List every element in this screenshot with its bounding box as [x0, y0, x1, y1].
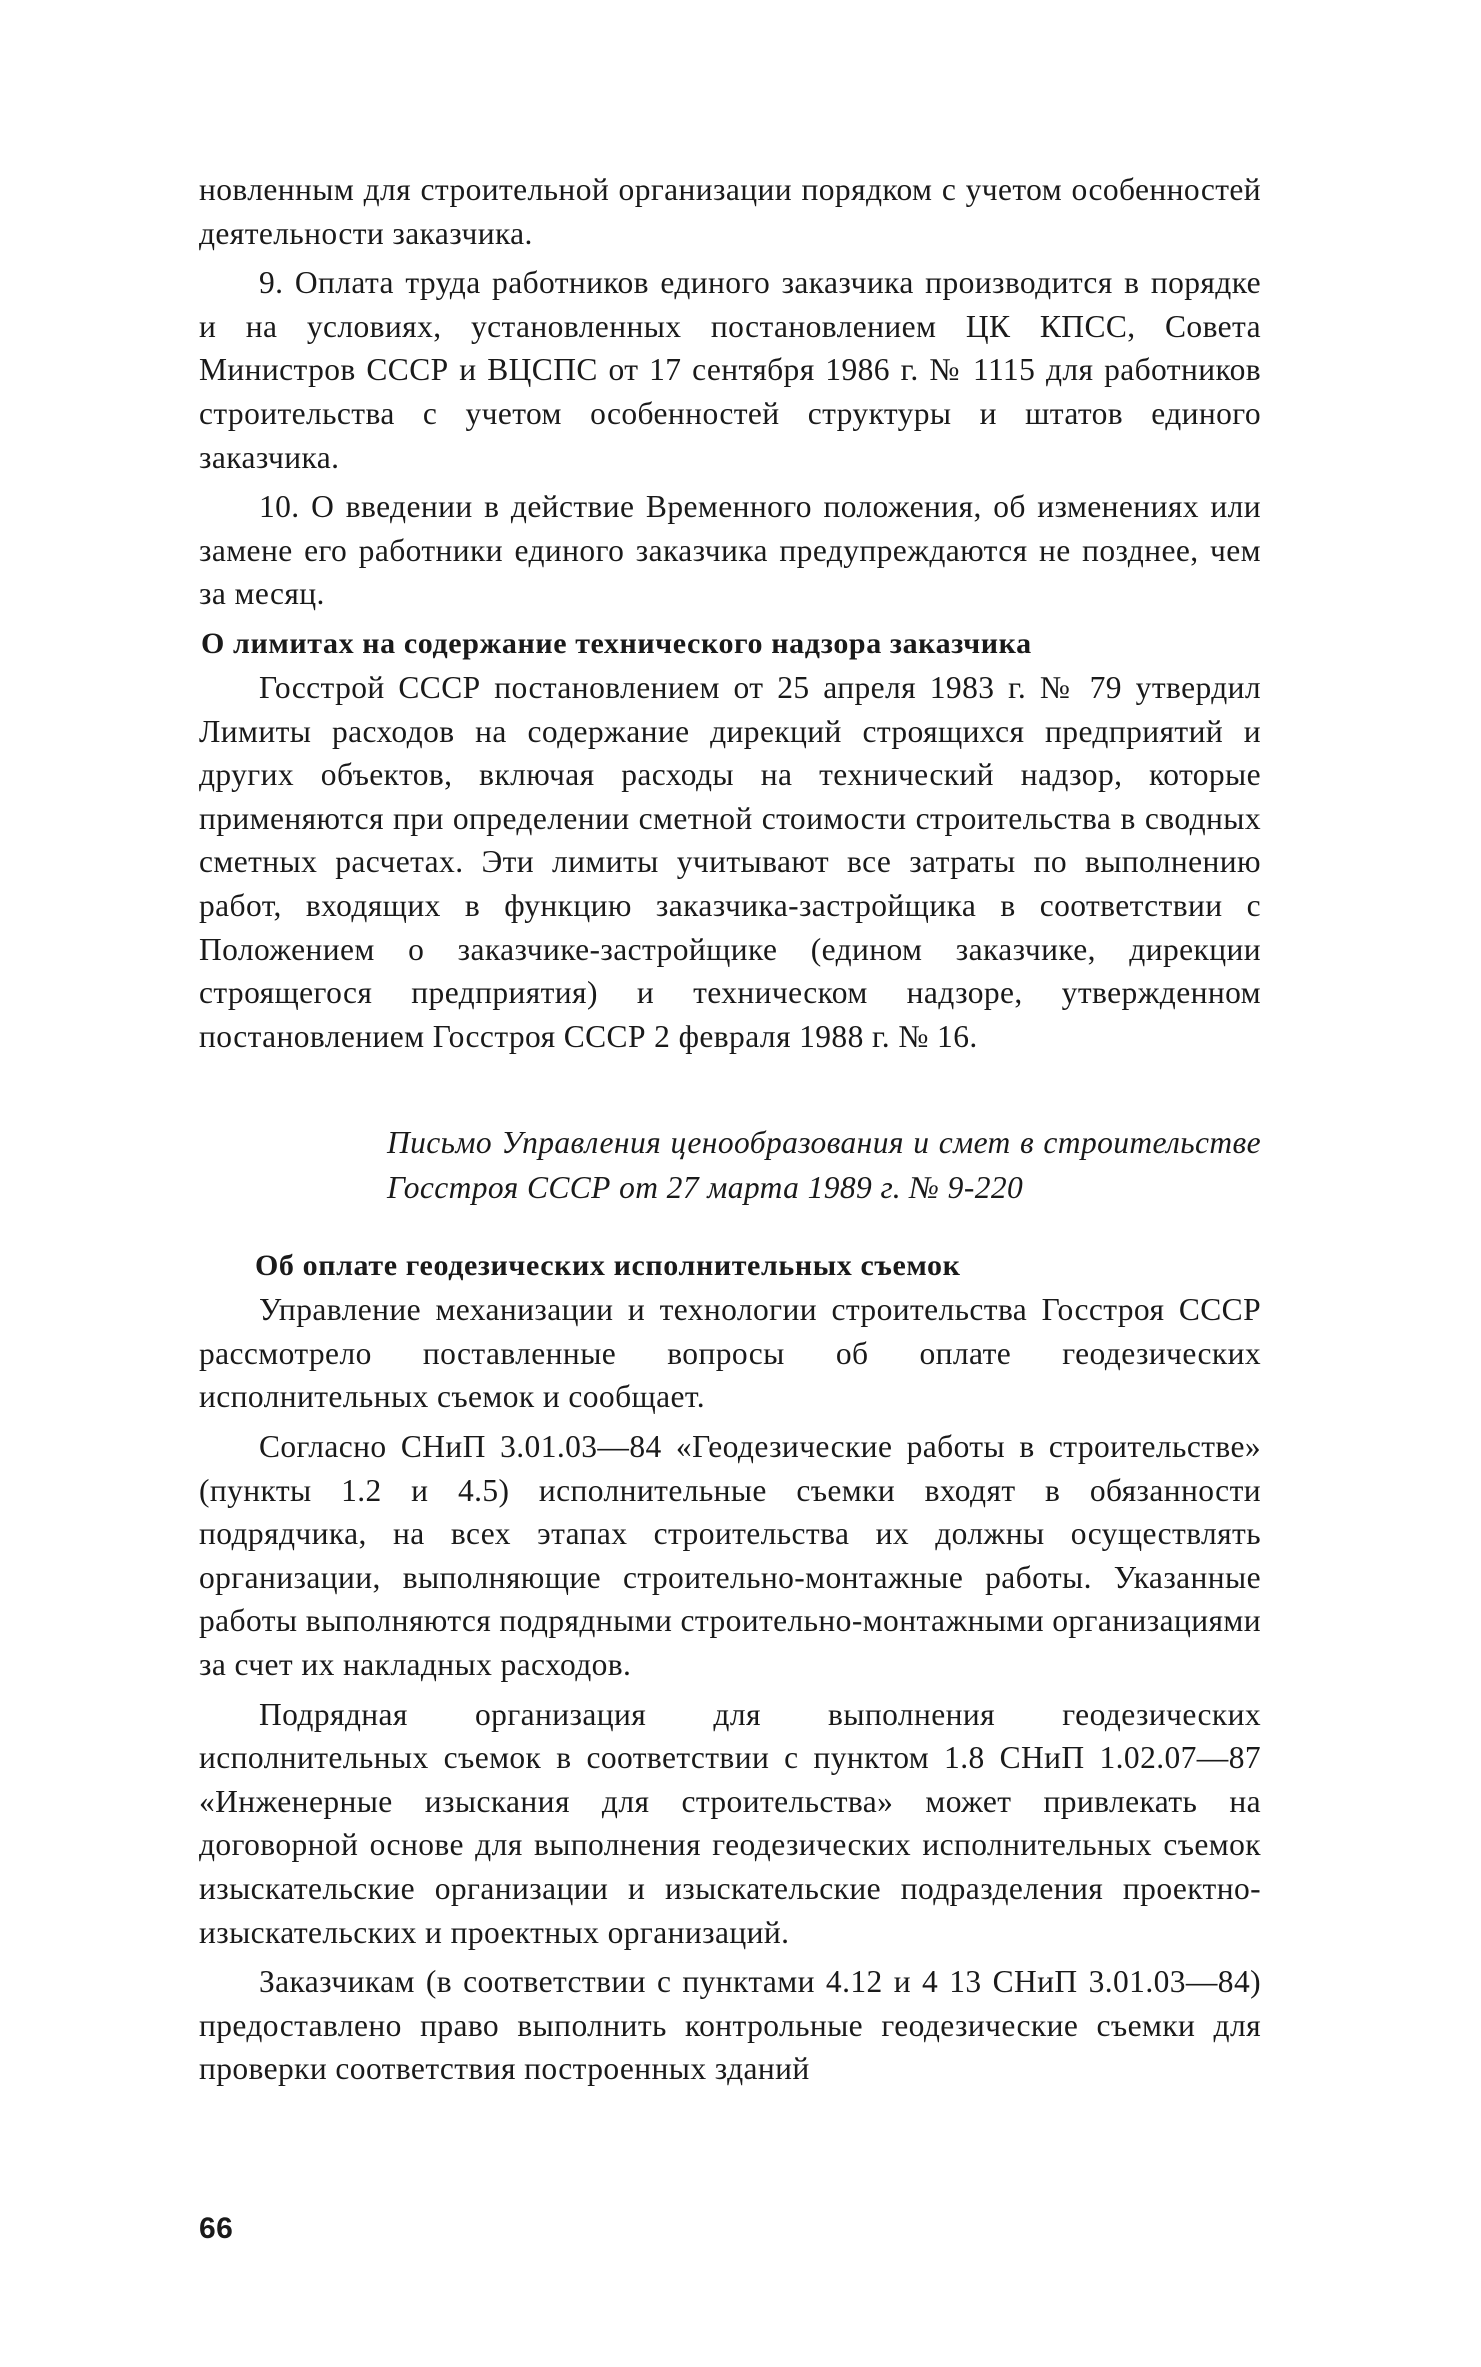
document-page — [199, 168, 1261, 2091]
page-number: 66 — [199, 2212, 234, 2245]
paragraph-geodetic-1: Управление механизации и технологии строительства Госстроя СССР рассмотрело поставленные вопросы об оплате геодезических исполнительных съемок и сообщает. — [199, 1292, 1261, 1415]
paragraph-item-9: 9. Оплата труда работников единого заказчика производится в порядке и на условиях, установленных постановлением ЦК КПСС, Совета Министров СССР и ВЦСПС от 17 сентября 1986 г. № 1115 для работников строительства с учетом особенностей структуры и штатов единого заказчика. — [199, 265, 1261, 475]
paragraph-continuation: новленным для строительной организации порядком с учетом особенностей деятельности заказчика. — [199, 172, 1261, 251]
section-heading-limits: О лимитах на содержание технического надзора заказчика — [201, 626, 1032, 660]
section-heading-geodetic: Об оплате геодезических исполнительных съемок — [255, 1249, 961, 1283]
letter-reference: Письмо Управления ценообразования и смет в строительстве Госстроя СССР от 27 марта 1989 г. № 9-220 — [387, 1125, 1261, 1206]
paragraph-geodetic-2: Согласно СНиП 3.01.03—84 «Геодезические работы в строительстве» (пункты 1.2 и 4.5) исполнительные съемки входят в обязанности подрядчика, на всех этапах строительства их должны осуществлять организации, выполняющие строительно-монтажные работы. Указанные работы выполняются подрядными строительно-монтажными организациями за счет их накладных расходов. — [199, 1429, 1261, 1683]
paragraph-item-10: 10. О введении в действие Временного положения, об изменениях или замене его работники единого заказчика предупреждаются не позднее, чем за месяц. — [199, 489, 1261, 612]
paragraph-limits: Госстрой СССР постановлением от 25 апреля 1983 г. № 79 утвердил Лимиты расходов на содержание дирекций строящихся предприятий и других объектов, включая расходы на технический надзор, которые применяются при определении сметной стоимости строительства в сводных сметных расчетах. Эти лимиты учитывают все затраты по выполнению работ, входящих в функцию заказчика-застройщика в соответствии с Положением о заказчике-застройщике (едином заказчике, дирекции строящегося предприятия) и техническом надзоре, утвержденном постановлением Госстроя СССР 2 февраля 1988 г. № 16. — [199, 669, 1261, 1054]
paragraph-geodetic-3: Подрядная организация для выполнения геодезических исполнительных съемок в соответствии с пунктом 1.8 СНиП 1.02.07—87 «Инженерные изыскания для строительства» может привлекать на договорной основе для выполнения геодезических исполнительных съемок изыскательские организации и изыскательские подразделения проектно-изыскательских и проектных организаций. — [199, 1696, 1261, 1950]
paragraph-geodetic-4: Заказчикам (в соответствии с пунктами 4.12 и 4 13 СНиП 3.01.03—84) предоставлено право выполнить контрольные геодезические съемки для проверки соответствия построенных зданий — [199, 1964, 1261, 2087]
